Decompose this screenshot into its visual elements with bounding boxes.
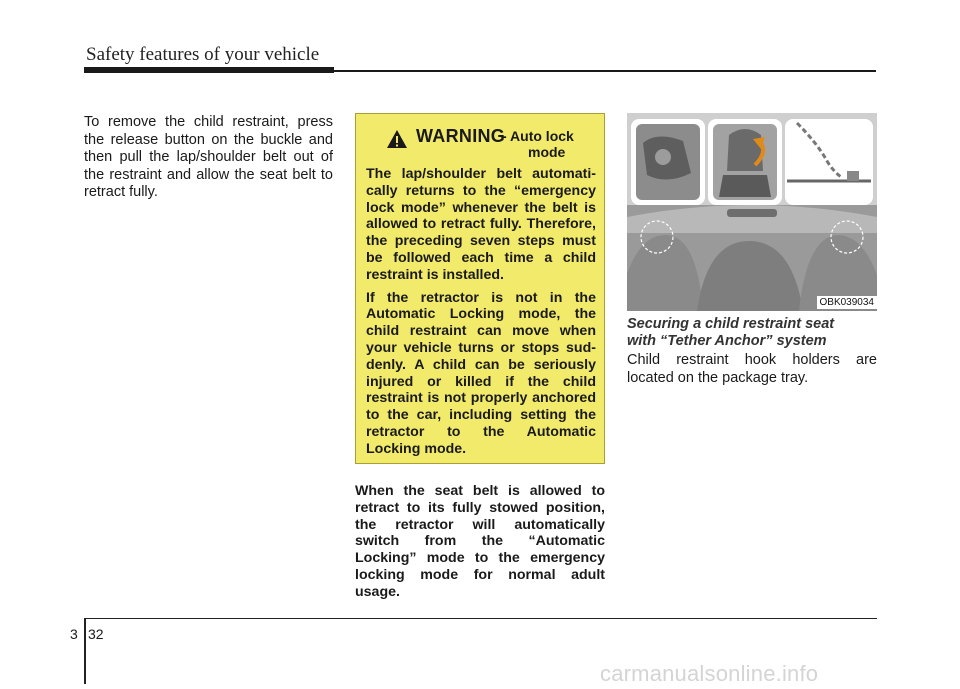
retract-paragraph: When the seat belt is allowed to retract to its fully stowed position, the retractor will automatically switch from the “Automatic Locking” mode to the emergency locking mode for normal adult usage. (355, 483, 605, 600)
warning-box (355, 113, 605, 464)
hook-holders-paragraph: Child restraint hook holders are located on the package tray. (627, 352, 877, 386)
chapter-number: 3 (70, 626, 78, 642)
tether-anchor-figure (627, 113, 877, 311)
figure-code-label: OBK039034 (817, 296, 878, 309)
header-rule-thick (84, 67, 334, 73)
remove-restraint-paragraph: To remove the child restraint, press the release button on the buckle and then pull the lap/shoulder belt out of the restraint and allow the seat belt to retract fully. (84, 114, 333, 201)
figure-caption-line2: with “Tether Anchor” system (627, 333, 827, 349)
warning-header (366, 126, 596, 166)
warning-title: WARNING (416, 126, 506, 146)
warning-subtitle-line2: mode (528, 144, 566, 160)
warning-paragraph-2: If the retractor is not in the Automatic Locking mode, the child restraint can move when your vehicle turns or stops sud-denly. A child can be seriously injured or killed if the child restraint is not properly anchored to the car, including setting the retractor to the Automatic Locking mode. (366, 289, 596, 457)
footer-rule-vertical (84, 618, 86, 684)
warning-triangle-icon (386, 129, 408, 149)
warning-paragraph-1: The lap/shoulder belt automati-cally returns to the “emergency lock mode” whenever the belt is allowed to retract fully. Therefore, the preceding seven steps must be followed each time a child restraint is installed. (366, 166, 596, 283)
page-header-title: Safety features of your vehicle (86, 44, 320, 65)
warning-subtitle-line1: - Auto lock (502, 128, 574, 144)
header-rule-thin (334, 70, 876, 72)
footer-rule-horizontal (84, 618, 877, 619)
package-tray-illustration (627, 113, 877, 311)
watermark: carmanualsonline.info (600, 661, 819, 686)
figure-caption-line1: Securing a child restraint seat (627, 316, 835, 332)
figure-caption (627, 316, 877, 350)
page-number: 32 (88, 626, 104, 642)
warning-subtitle (502, 128, 592, 160)
